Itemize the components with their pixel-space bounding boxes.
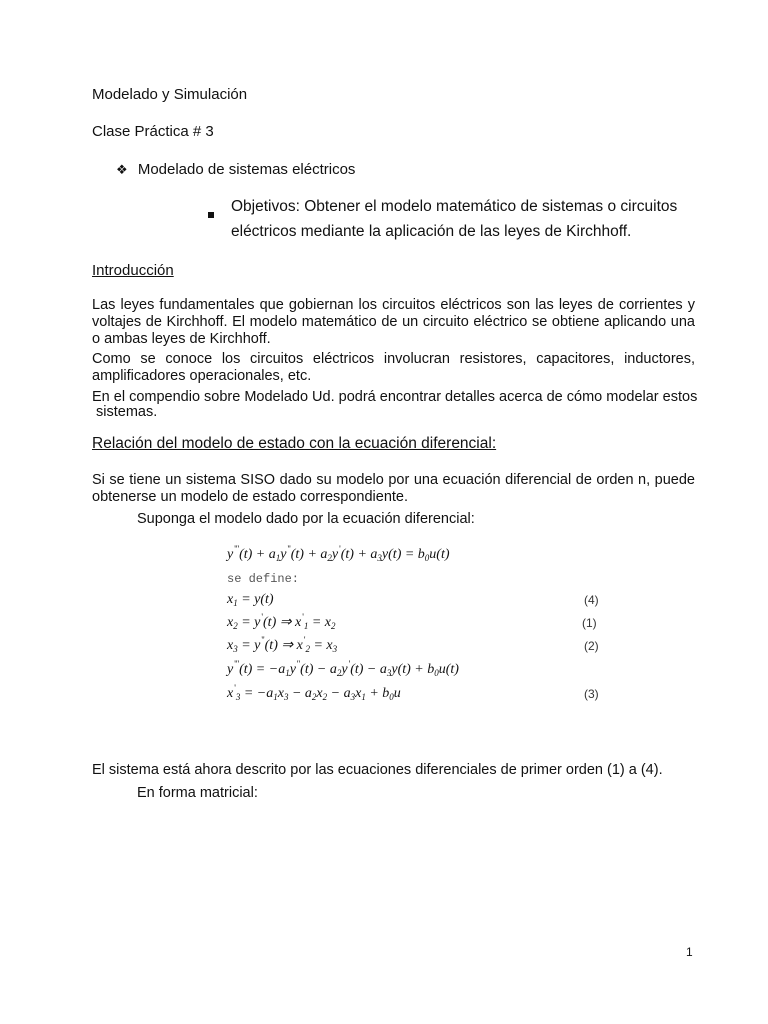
differential-equation: $y'''(t) + a_1y''(t) + a_2y'(t) + a_3y(t) = b_0u(t)$ xyxy=(227,544,450,563)
equation-2: $x_3 = y''(t)$ ⇒ $x'_2 = x_3$ xyxy=(227,635,338,654)
define-label: se define: xyxy=(227,572,300,586)
equation-1: $x_2 = y'(t)$ ⇒ $x'_1 = x_2$ xyxy=(227,612,336,631)
relation-paragraph-1: Si se tiene un sistema SISO dado su modelo por una ecuación diferencial de orden n, puede obtenerse un modelo de estado correspondiente. xyxy=(92,472,695,505)
relation-paragraph-2: Suponga el modelo dado por la ecuación diferencial: xyxy=(137,511,475,527)
equation-4-number: (4) xyxy=(584,593,599,607)
page-number: 1 xyxy=(686,945,693,959)
relation-heading: Relación del modelo de estado con la ecuación diferencial: xyxy=(92,435,497,452)
section-main-title: Modelado de sistemas eléctricos xyxy=(137,161,356,178)
objectives-line-1: Objetivos: Obtener el modelo matemático de sistemas o circuitos xyxy=(231,198,678,215)
equation-expanded: $y'''(t) = -a_1y''(t) - a_2y'(t) - a_3y(t) + b_0u(t)$ xyxy=(227,659,459,678)
intro-paragraph-3-line-2: sistemas. xyxy=(92,404,158,420)
objectives-bullet-icon xyxy=(208,205,214,223)
class-title: Clase Práctica # 3 xyxy=(92,123,214,140)
equation-4: $x_1 = y(t)$ xyxy=(227,592,274,608)
equation-2-number: (2) xyxy=(584,639,599,653)
closing-paragraph-1: El sistema está ahora descrito por las ecuaciones diferenciales de primer orden (1) a (4). xyxy=(92,762,663,778)
section-main xyxy=(116,160,355,180)
intro-paragraph-1: Las leyes fundamentales que gobiernan los circuitos eléctricos son las leyes de corrientes y voltajes de Kirchhoff. El modelo matemático de un circuito eléctrico se obtiene aplicando una o ambas leyes de Kirchhoff. xyxy=(92,297,695,347)
equation-1-number: (1) xyxy=(582,616,597,630)
objectives-line-2: eléctricos mediante la aplicación de las leyes de Kirchhoff. xyxy=(231,223,632,240)
equation-3: $x'_3 = -a_1x_3 - a_2x_2 - a_3x_1 + b_0u$ xyxy=(227,683,401,702)
course-title: Modelado y Simulación xyxy=(92,86,248,103)
diamond-bullet-icon: ❖ xyxy=(116,162,128,177)
intro-paragraph-2: Como se conoce los circuitos eléctricos involucran resistores, capacitores, inductores, amplificadores operacionales, etc. xyxy=(92,351,695,384)
intro-heading: Introducción xyxy=(92,262,174,279)
closing-paragraph-2: En forma matricial: xyxy=(137,785,258,801)
intro-paragraph-3-line-1: En el compendio sobre Modelado Ud. podrá encontrar detalles acerca de cómo modelar estos xyxy=(92,389,698,405)
equation-3-number: (3) xyxy=(584,687,599,701)
